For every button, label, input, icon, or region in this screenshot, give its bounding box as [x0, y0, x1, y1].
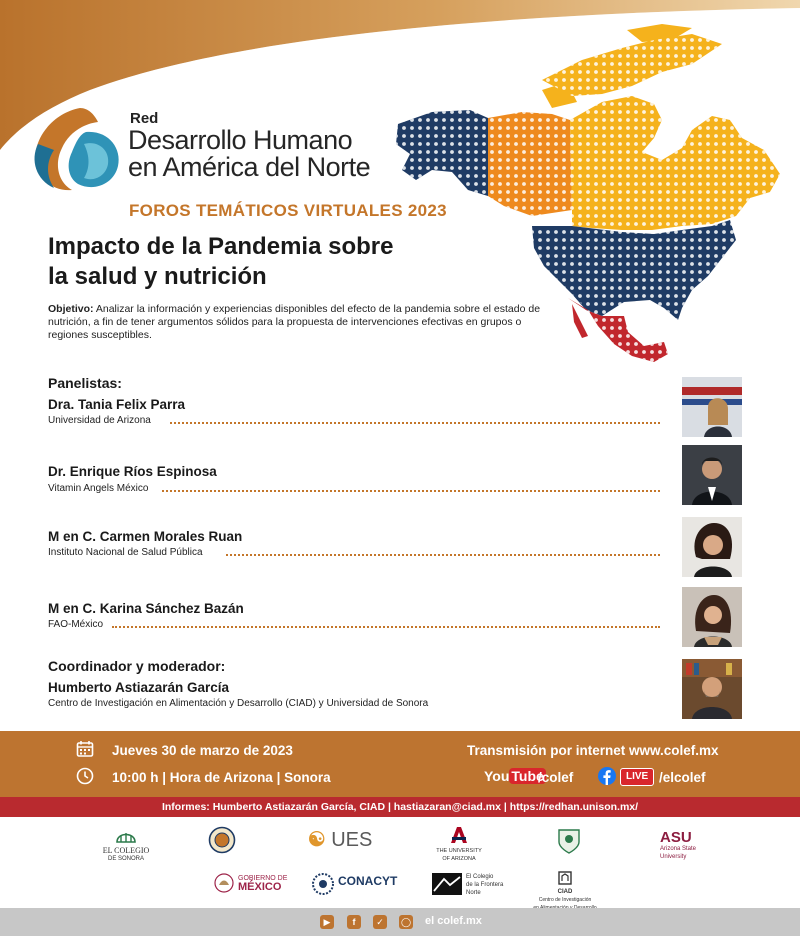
coordinator-photo [682, 659, 742, 719]
institution-crest-icon [556, 826, 582, 854]
event-date: Jueves 30 de marzo de 2023 [112, 743, 293, 758]
dotted-divider [170, 422, 660, 424]
asu-text: ASU [660, 829, 692, 846]
colef-text-1: El Colegio [466, 874, 494, 880]
objective-label: Objetivo: [48, 303, 94, 315]
asu-subtext-1: Arizona State [660, 846, 697, 852]
panelist-photo [682, 445, 742, 505]
panelist-org: Universidad de Arizona [48, 415, 151, 426]
panelist-name: Dr. Enrique Ríos Espinosa [48, 464, 217, 479]
footer-band [0, 908, 800, 936]
clock-icon [76, 767, 94, 785]
schedule-band [0, 731, 800, 797]
panelist-photo [682, 517, 742, 577]
event-title-line2: la salud y nutrición [48, 263, 267, 290]
youtube-handle[interactable]: /colef [538, 770, 574, 785]
dotted-divider [112, 626, 660, 628]
panelist-name: Dra. Tania Felix Parra [48, 397, 186, 412]
logo-asu [660, 830, 710, 861]
twitter-icon[interactable]: ✓ [373, 915, 387, 929]
coordinator-org: Centro de Investigación en Alimentación y Desarrollo (CIAD) y Universidad de Sonora [48, 698, 429, 709]
colef-text-2: de la Frontera [466, 882, 504, 888]
brand-title-line1: Desarrollo Humano [128, 125, 353, 155]
coordinator-label: Coordinador y moderador: [48, 658, 226, 674]
panelist-org: Instituto Nacional de Salud Pública [48, 547, 203, 558]
brand-title-line2: en América del Norte [128, 152, 371, 182]
panelist-name: M en C. Karina Sánchez Bazán [48, 601, 244, 616]
logo-university-of-arizona [436, 826, 482, 863]
live-badge: LIVE [620, 768, 654, 786]
event-title [48, 232, 393, 292]
youtube-word-you: You [484, 768, 510, 784]
conacyt-emblem-icon [312, 873, 334, 895]
panelists-label: Panelistas: [48, 375, 122, 391]
stream-info: Transmisión por internet www.colef.mx [467, 743, 719, 758]
foros-heading: FOROS TEMÁTICOS VIRTUALES 2023 [129, 201, 447, 220]
calendar-icon [76, 740, 94, 758]
colson-emblem-icon [115, 826, 137, 844]
ciad-emblem-icon [558, 871, 572, 885]
dotted-divider [226, 554, 660, 556]
colef-mark-icon [432, 873, 462, 895]
asu-subtext-2: University [660, 854, 687, 860]
facebook-icon[interactable]: f [347, 915, 361, 929]
logo-ciad [530, 871, 600, 912]
redhan-logo-mark [28, 104, 124, 194]
gob-text-2: MÉXICO [238, 881, 282, 893]
ciad-text-2: Centro de Investigación [538, 897, 592, 903]
logo-colegio-de-sonora [96, 826, 156, 863]
brand-red-label: Red [130, 110, 159, 127]
panelist-photo [682, 377, 742, 437]
event-title-line1: Impacto de la Pandemia sobre [48, 233, 394, 260]
gob-mx-eagle-icon [214, 873, 234, 893]
gob-text-1: GOBIERNO DE [238, 875, 288, 882]
event-time: 10:00 h | Hora de Arizona | Sonora [112, 770, 331, 785]
panelist-org: Vitamin Angels México [48, 483, 149, 494]
panelist-photo [682, 587, 742, 647]
ua-a-icon [449, 826, 469, 844]
colson-text-2: DE SONORA [107, 856, 144, 862]
ua-text-1: THE UNIVERSITY [436, 848, 482, 854]
youtube-word-tube: Tube [511, 768, 544, 784]
ues-text: UES [331, 829, 373, 851]
youtube-icon[interactable]: ▶ [320, 915, 334, 929]
facebook-handle[interactable]: /elcolef [659, 770, 706, 785]
coordinator-name: Humberto Astiazarán García [48, 680, 230, 695]
facebook-icon[interactable] [598, 767, 616, 785]
logo-ues: ☯ UES [307, 829, 373, 851]
ua-text-2: OF ARIZONA [442, 856, 476, 862]
objective-text [48, 303, 548, 342]
contact-band: Informes: Humberto Astiazarán García, CIAD | hastiazaran@ciad.mx | https://redhan.unison.mx/ [0, 797, 800, 817]
panelist-name: M en C. Carmen Morales Ruan [48, 529, 243, 544]
dotted-divider [162, 490, 660, 492]
conacyt-text: CONACYT [338, 874, 398, 888]
objective-body: Analizar la información y experiencias disponibles del efecto de la pandemia sobre el estado de nutrición, a fin de tener argumentos sólidos para la propuesta de intervenciones efectivas en grupos o regiones susceptibles. [48, 303, 541, 341]
youtube-logo[interactable] [484, 768, 546, 788]
panelist-org: FAO-México [48, 619, 104, 630]
ciad-text-1: CIAD [557, 889, 573, 895]
brand-title [128, 127, 370, 181]
colson-text-1: EL COLEGIO [102, 846, 150, 855]
instagram-icon[interactable]: ◯ [400, 917, 412, 927]
unison-seal-icon [208, 826, 236, 854]
footer-website-link[interactable]: el colef.mx [425, 915, 482, 927]
colef-text-3: Norte [466, 890, 481, 896]
